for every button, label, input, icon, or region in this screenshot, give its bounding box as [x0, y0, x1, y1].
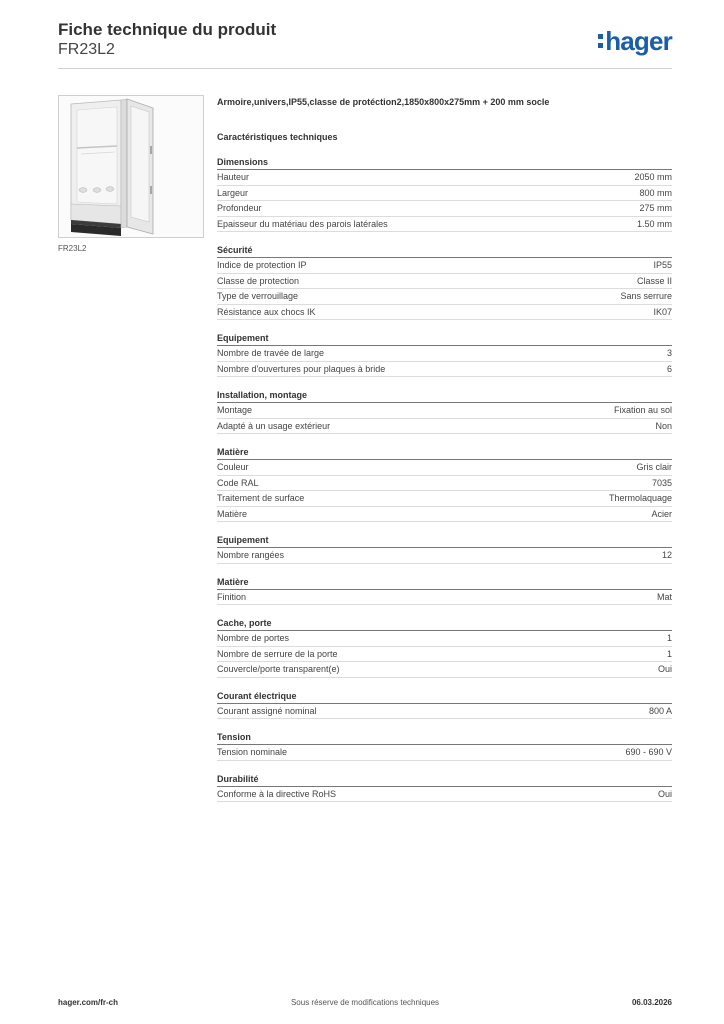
spec-value: 800 mm: [639, 187, 672, 198]
spec-row: [217, 186, 672, 202]
spec-group-title: Dimensions: [217, 156, 672, 170]
spec-value: 6: [666, 363, 672, 374]
spec-group: [217, 389, 672, 434]
spec-group: [217, 576, 672, 606]
spec-label: Couvercle/porte transparent(e): [217, 664, 340, 674]
spec-label: Type de verrouillage: [217, 291, 299, 301]
spec-group-title: Installation, montage: [217, 389, 672, 403]
characteristics-title: Caractéristiques techniques: [217, 132, 338, 142]
spec-label: Montage: [217, 405, 253, 415]
spec-row: [217, 704, 672, 720]
spec-row: [217, 346, 672, 362]
spec-label: Classe de protection: [217, 275, 300, 286]
spec-row: [217, 745, 672, 761]
page-header: [58, 20, 276, 59]
spec-label: Nombre d'ouvertures pour plaques à bride: [217, 363, 386, 374]
spec-group: [217, 332, 672, 377]
spec-label: Nombre rangées: [217, 550, 285, 560]
spec-label: Epaisseur du matériau des parois latérales: [217, 218, 388, 229]
image-caption: FR23L2: [58, 244, 87, 253]
spec-group-title: Matière: [217, 446, 672, 460]
spec-row: [217, 362, 672, 378]
logo-dots-icon: [598, 34, 603, 48]
cabinet-product-icon: [59, 96, 203, 237]
spec-group: [217, 617, 672, 678]
spec-value: 1: [666, 648, 672, 659]
spec-row: [217, 662, 672, 678]
spec-label: Couleur: [217, 462, 249, 472]
spec-group: [217, 773, 672, 803]
header-divider: [58, 68, 672, 69]
product-content: [217, 96, 672, 814]
spec-row: [217, 258, 672, 274]
spec-row: [217, 631, 672, 647]
spec-label: Largeur: [217, 187, 249, 198]
spec-label: Finition: [217, 591, 247, 602]
spec-group-title: Courant électrique: [217, 690, 672, 704]
spec-row: [217, 590, 672, 606]
spec-groups: [217, 156, 672, 802]
spec-label: Nombre de serrure de la porte: [217, 648, 338, 659]
product-description: Armoire,univers,IP55,classe de protéction2,1850x800x275mm + 200 mm socle: [217, 97, 550, 107]
spec-value: Fixation au sol: [613, 405, 672, 415]
spec-value: 3: [666, 348, 672, 358]
spec-row: [217, 419, 672, 435]
spec-row: [217, 403, 672, 419]
spec-label: Courant assigné nominal: [217, 705, 317, 716]
spec-value: 1.50 mm: [636, 218, 672, 229]
spec-row: [217, 491, 672, 507]
spec-row: [217, 305, 672, 321]
footer-date: 06.03.2026: [631, 998, 672, 1007]
spec-group-title: Tension: [217, 731, 672, 745]
spec-group: [217, 690, 672, 720]
spec-group-title: Durabilité: [217, 773, 672, 787]
spec-row: [217, 274, 672, 290]
spec-label: Adapté à un usage extérieur: [217, 420, 331, 431]
spec-value: Thermolaquage: [608, 493, 672, 503]
spec-value: 800 A: [648, 705, 672, 716]
spec-value: 7035: [651, 477, 672, 488]
spec-value: Gris clair: [636, 462, 672, 472]
spec-row: [217, 170, 672, 186]
spec-label: Nombre de travée de large: [217, 348, 325, 358]
spec-value: Mat: [656, 591, 672, 602]
spec-value: IK07: [653, 306, 672, 317]
page-footer: [58, 998, 672, 1010]
hager-logo: [598, 28, 672, 54]
spec-value: 690 - 690 V: [625, 747, 672, 757]
spec-label: Hauteur: [217, 172, 250, 182]
spec-label: Profondeur: [217, 203, 262, 213]
spec-value: 12: [661, 550, 672, 560]
spec-group: [217, 156, 672, 232]
spec-value: Acier: [651, 508, 672, 519]
spec-value: 275 mm: [639, 203, 672, 213]
spec-group-title: Equipement: [217, 534, 672, 548]
spec-value: 1: [666, 633, 672, 643]
spec-value: IP55: [653, 260, 672, 270]
spec-label: Tension nominale: [217, 747, 288, 757]
footer-website: hager.com/fr-ch: [58, 998, 119, 1007]
spec-label: Matière: [217, 508, 248, 519]
spec-group-title: Sécurité: [217, 244, 672, 258]
spec-label: Conforme à la directive RoHS: [217, 788, 337, 799]
spec-value: Oui: [657, 788, 672, 799]
spec-row: [217, 289, 672, 305]
spec-group-title: Equipement: [217, 332, 672, 346]
spec-value: Oui: [657, 664, 672, 674]
spec-row: [217, 507, 672, 523]
spec-row: [217, 217, 672, 233]
spec-label: Traitement de surface: [217, 493, 305, 503]
spec-value: Sans serrure: [620, 291, 672, 301]
product-image: [58, 95, 204, 238]
spec-label: Code RAL: [217, 477, 259, 488]
spec-label: Nombre de portes: [217, 633, 290, 643]
spec-row: [217, 201, 672, 217]
spec-group: [217, 731, 672, 761]
spec-row: [217, 787, 672, 803]
spec-group-title: Cache, porte: [217, 617, 672, 631]
spec-group: [217, 244, 672, 320]
spec-value: Non: [655, 420, 672, 431]
spec-row: [217, 647, 672, 663]
spec-group: [217, 446, 672, 522]
footer-disclaimer: Sous réserve de modifications techniques: [290, 998, 440, 1007]
logo-text: hager: [605, 26, 672, 56]
spec-label: Résistance aux chocs IK: [217, 306, 316, 317]
spec-group: [217, 534, 672, 564]
spec-row: [217, 548, 672, 564]
spec-value: Classe II: [636, 275, 672, 286]
spec-row: [217, 460, 672, 476]
product-reference: FR23L2: [58, 41, 115, 58]
spec-label: Indice de protection IP: [217, 260, 307, 270]
spec-row: [217, 476, 672, 492]
spec-group-title: Matière: [217, 576, 672, 590]
document-title: Fiche technique du produit: [58, 20, 277, 39]
spec-value: 2050 mm: [634, 172, 672, 182]
